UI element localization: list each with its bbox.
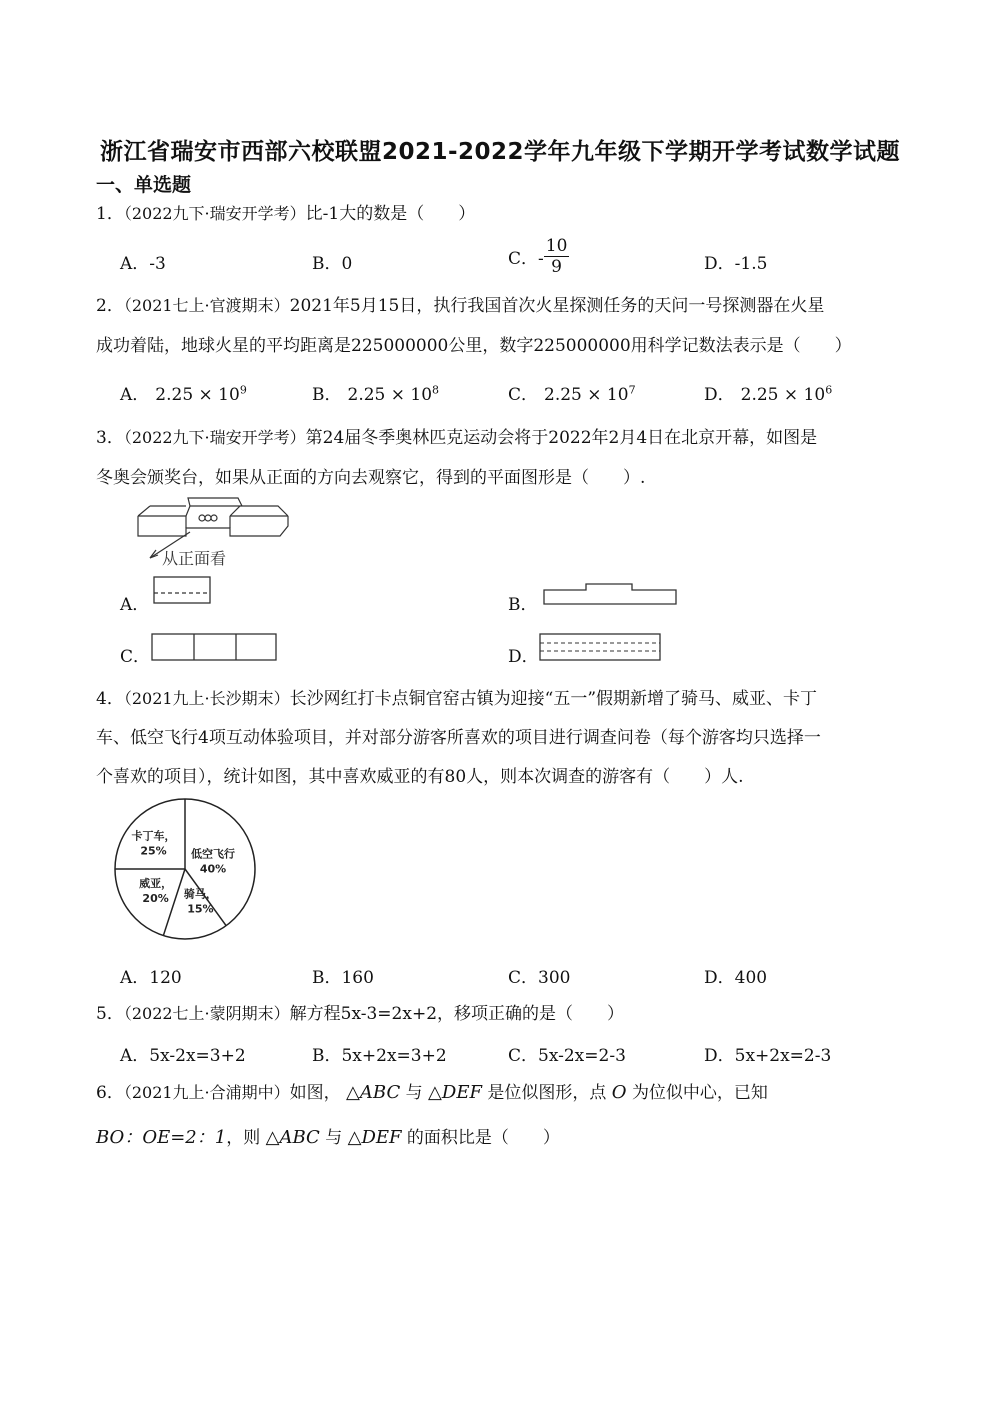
- figure-caption: 从正面看: [162, 549, 227, 568]
- question-number: 3．: [96, 428, 124, 448]
- option-a: [120, 380, 247, 405]
- question-number: 6．: [96, 1083, 124, 1103]
- option-label: B．: [312, 385, 342, 405]
- question-text: 是位似图形，点: [487, 1083, 607, 1103]
- question-text: 的面积比是（ ）: [406, 1128, 560, 1148]
- option-d: D．: [508, 647, 539, 667]
- option-value: 2.25 × 10: [155, 385, 240, 405]
- option-a: A．: [120, 595, 150, 615]
- pie-slice-label: 骑马，: [183, 887, 217, 901]
- question-source: （2022九下·瑞安开学考）: [123, 428, 306, 447]
- option-value: 2.25 × 10: [544, 385, 629, 405]
- option-b-figure: [540, 580, 680, 608]
- fraction-numerator: 10: [545, 236, 568, 256]
- fraction: [544, 236, 570, 277]
- question-source: （2022七上·蒙阴期末）: [123, 1004, 290, 1023]
- question-4-line2: 车、低空飞行4项互动体验项目，并对部分游客所喜欢的项目进行调查问卷（每个游客均只选择一: [96, 728, 821, 748]
- exponent: 8: [432, 383, 440, 397]
- math-triangle-abc: △ABC: [346, 1082, 401, 1103]
- exponent: 9: [239, 383, 247, 397]
- option-d-figure: [538, 632, 664, 664]
- question-3-line2: 冬奥会颁奖台，如果从正面的方向去观察它，得到的平面图形是（ ）.: [96, 468, 646, 488]
- pie-slice-label: 威亚，: [139, 877, 173, 890]
- math-ratio: BO：OE=2：1: [96, 1127, 227, 1148]
- question-text: 如图，: [289, 1083, 341, 1103]
- question-source: （2021九上·长沙期末）: [123, 689, 290, 708]
- option-a-figure: [152, 575, 214, 607]
- question-number: 2．: [96, 296, 124, 316]
- question-text: 为位似中心，已知: [631, 1083, 768, 1103]
- math-triangle-abc: △ABC: [265, 1127, 320, 1148]
- question-source: （2021七上·官渡期末）: [123, 296, 290, 315]
- option-c-prefix: C．-: [508, 249, 544, 269]
- option-value: 2.25 × 10: [740, 385, 826, 405]
- question-6-stem: [96, 1073, 768, 1113]
- math-point-o: O: [611, 1082, 627, 1103]
- option-label: A．: [120, 385, 150, 405]
- option-a: A．-3: [120, 254, 166, 274]
- option-d: D．-1.5: [704, 254, 768, 274]
- fraction-denominator: 9: [551, 257, 562, 277]
- option-b: B．: [508, 595, 538, 615]
- question-number: 1．: [96, 204, 124, 224]
- question-3-stem: [96, 418, 817, 458]
- option-d: D．5x+2x=2-3: [704, 1046, 832, 1066]
- pie-slice-percent: 40%: [199, 862, 227, 876]
- section-heading: 一、单选题: [96, 174, 192, 196]
- option-c: C．5x-2x=2-3: [508, 1046, 626, 1066]
- question-text: 与: [405, 1083, 423, 1103]
- question-text-line1: 2021年5月15日，执行我国首次火星探测任务的天问一号探测器在火星: [289, 296, 825, 316]
- question-4-stem: [96, 679, 817, 719]
- option-c: C．: [120, 647, 151, 667]
- option-c-figure: [150, 632, 280, 664]
- option-value: 2.25 × 10: [347, 385, 433, 405]
- question-text: 解方程5x-3=2x+2，移项正确的是（ ）: [289, 1004, 625, 1024]
- option-b: B．5x+2x=3+2: [312, 1046, 447, 1066]
- option-b: B．160: [312, 968, 374, 988]
- option-a: A．5x-2x=3+2: [120, 1046, 246, 1066]
- question-number: 5．: [96, 1004, 124, 1024]
- option-label: C．: [508, 385, 539, 405]
- question-text: 与: [325, 1128, 343, 1148]
- question-text: 比-1大的数是（ ）: [305, 204, 476, 224]
- exponent: 7: [628, 383, 636, 397]
- question-text: ，则: [226, 1128, 261, 1148]
- podium-figure: [130, 492, 300, 572]
- question-source: （2021九上·合浦期中）: [123, 1083, 290, 1102]
- page-title: 浙江省瑞安市西部六校联盟2021-2022学年九年级下学期开学考试数学试题: [99, 139, 901, 165]
- pie-slice-percent: 20%: [142, 892, 169, 905]
- question-2-stem: [96, 286, 824, 326]
- question-4-line3: 个喜欢的项目），统计如图，其中喜欢威亚的有80人，则本次调查的游客有（ ）人.: [96, 767, 744, 787]
- option-c: [508, 236, 569, 277]
- option-a: A．120: [120, 968, 182, 988]
- exponent: 6: [825, 383, 833, 397]
- option-c: C．300: [508, 968, 571, 988]
- math-triangle-def: △DEF: [428, 1082, 482, 1103]
- option-b: B．0: [312, 254, 353, 274]
- question-text-line1: 第24届冬季奥林匹克运动会将于2022年2月4日在北京开幕，如图是: [305, 428, 818, 448]
- question-number: 4．: [96, 689, 124, 709]
- pie-slice-label: 卡丁车，: [131, 829, 176, 843]
- option-d: [704, 380, 832, 405]
- question-6-line2: [96, 1118, 560, 1158]
- question-source: （2022九下·瑞安开学考）: [123, 204, 306, 223]
- option-b: [312, 380, 439, 405]
- question-5-stem: [96, 994, 624, 1034]
- option-d: D．400: [704, 968, 768, 988]
- pie-slice-percent: 25%: [140, 844, 167, 858]
- question-text-line1: 长沙网红打卡点铜官窑古镇为迎接“五一”假期新增了骑马、威亚、卡丁: [289, 689, 818, 709]
- question-2-line2: 成功着陆，地球火星的平均距离是225000000公里，数字225000000用科学记数法表示是（ ）: [96, 336, 852, 356]
- pie-slice-percent: 15%: [187, 902, 214, 916]
- question-1-stem: [96, 194, 475, 234]
- pie-slice-label: 低空飞行: [191, 847, 235, 861]
- math-triangle-def: △DEF: [347, 1127, 402, 1148]
- option-label: D．: [704, 385, 735, 405]
- option-c: [508, 380, 636, 405]
- pie-chart: [112, 796, 258, 942]
